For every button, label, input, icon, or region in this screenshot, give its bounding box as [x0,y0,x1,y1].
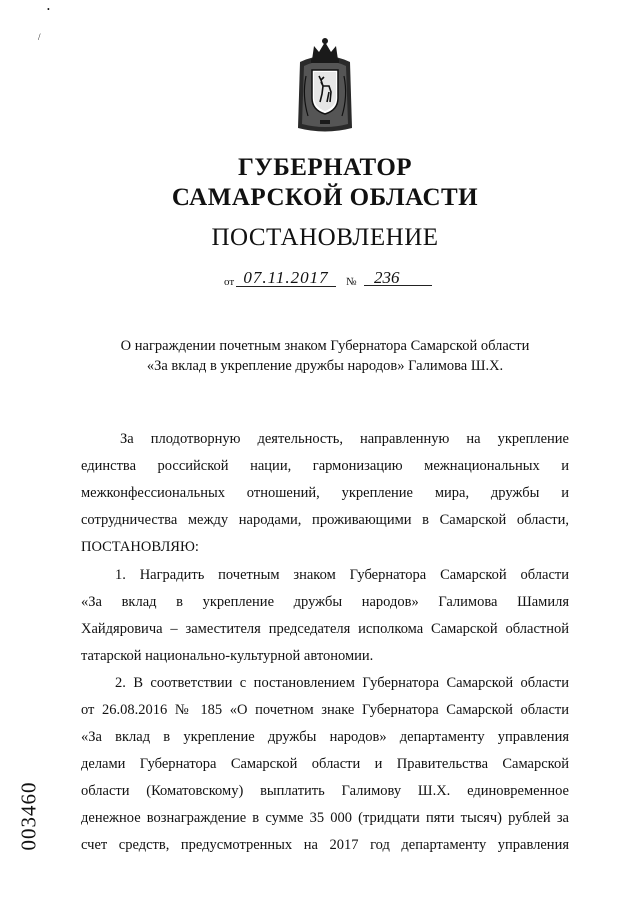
body-line: делами Губернатора Самарской области и Правительства Самарской [81,756,569,772]
body-line: ПОСТАНОВЛЯЮ: [81,539,199,555]
body-line: счет средств, предусмотренных на 2017 год департаменту управления [81,837,569,853]
document-type-heading: ПОСТАНОВЛЕНИЕ [211,224,439,251]
document-subject [60,336,590,376]
body-line: области (Коматовскому) выплатить Галимову Ш.Х. единовременное [81,783,569,799]
body-line: межконфессиональных отношений, укрепление мира, дружбы и [81,485,569,501]
subject-line-1: О награждении почетным знаком Губернатора Самарской области [120,338,530,354]
subject-line-2: «За вклад в укрепление дружбы народов» Галимова Ш.Х. [146,358,504,374]
body-line: от 26.08.2016 № 185 «О почетном знаке Губернатора Самарской области [81,702,569,718]
body-line: единства российской нации, гармонизацию межнациональных и [81,458,569,474]
scan-tick-mark: / [38,32,41,42]
body-line: «За вклад в укрепление дружбы народов» Галимова Шамиля [81,594,569,610]
issuer-title-line-2: САМАРСКОЙ ОБЛАСТИ [171,184,479,211]
coat-of-arms-emblem [296,36,354,136]
body-line: «За вклад в укрепление дружбы народов» департаменту управления [81,729,569,745]
document-number: 236 [364,270,432,286]
side-stamp-number: 003460 [16,781,41,851]
document-date: 07.11.2017 [236,270,336,287]
body-line: татарской национально-культурной автономии. [81,648,374,664]
body-line: Хайдяровича – заместителя председателя исполкома Самарской областной [81,621,569,637]
scan-dot-mark: • [47,5,50,14]
registration-line [224,270,444,290]
issuer-title-line-1: ГУБЕРНАТОР [237,154,413,181]
body-line: За плодотворную деятельность, направленную на укрепление [120,431,569,447]
body-line: сотрудничества между народами, проживающими в Самарской области, [81,512,569,528]
body-line: 2. В соответствии с постановлением Губернатора Самарской области [115,675,569,691]
date-prefix: от [224,276,235,288]
side-registration-stamp [4,756,54,876]
body-line: денежное вознаграждение в сумме 35 000 (тридцати пяти тысяч) рублей за [81,810,569,826]
number-prefix: № [346,276,357,288]
body-line: 1. Наградить почетным знаком Губернатора Самарской области [115,567,569,583]
